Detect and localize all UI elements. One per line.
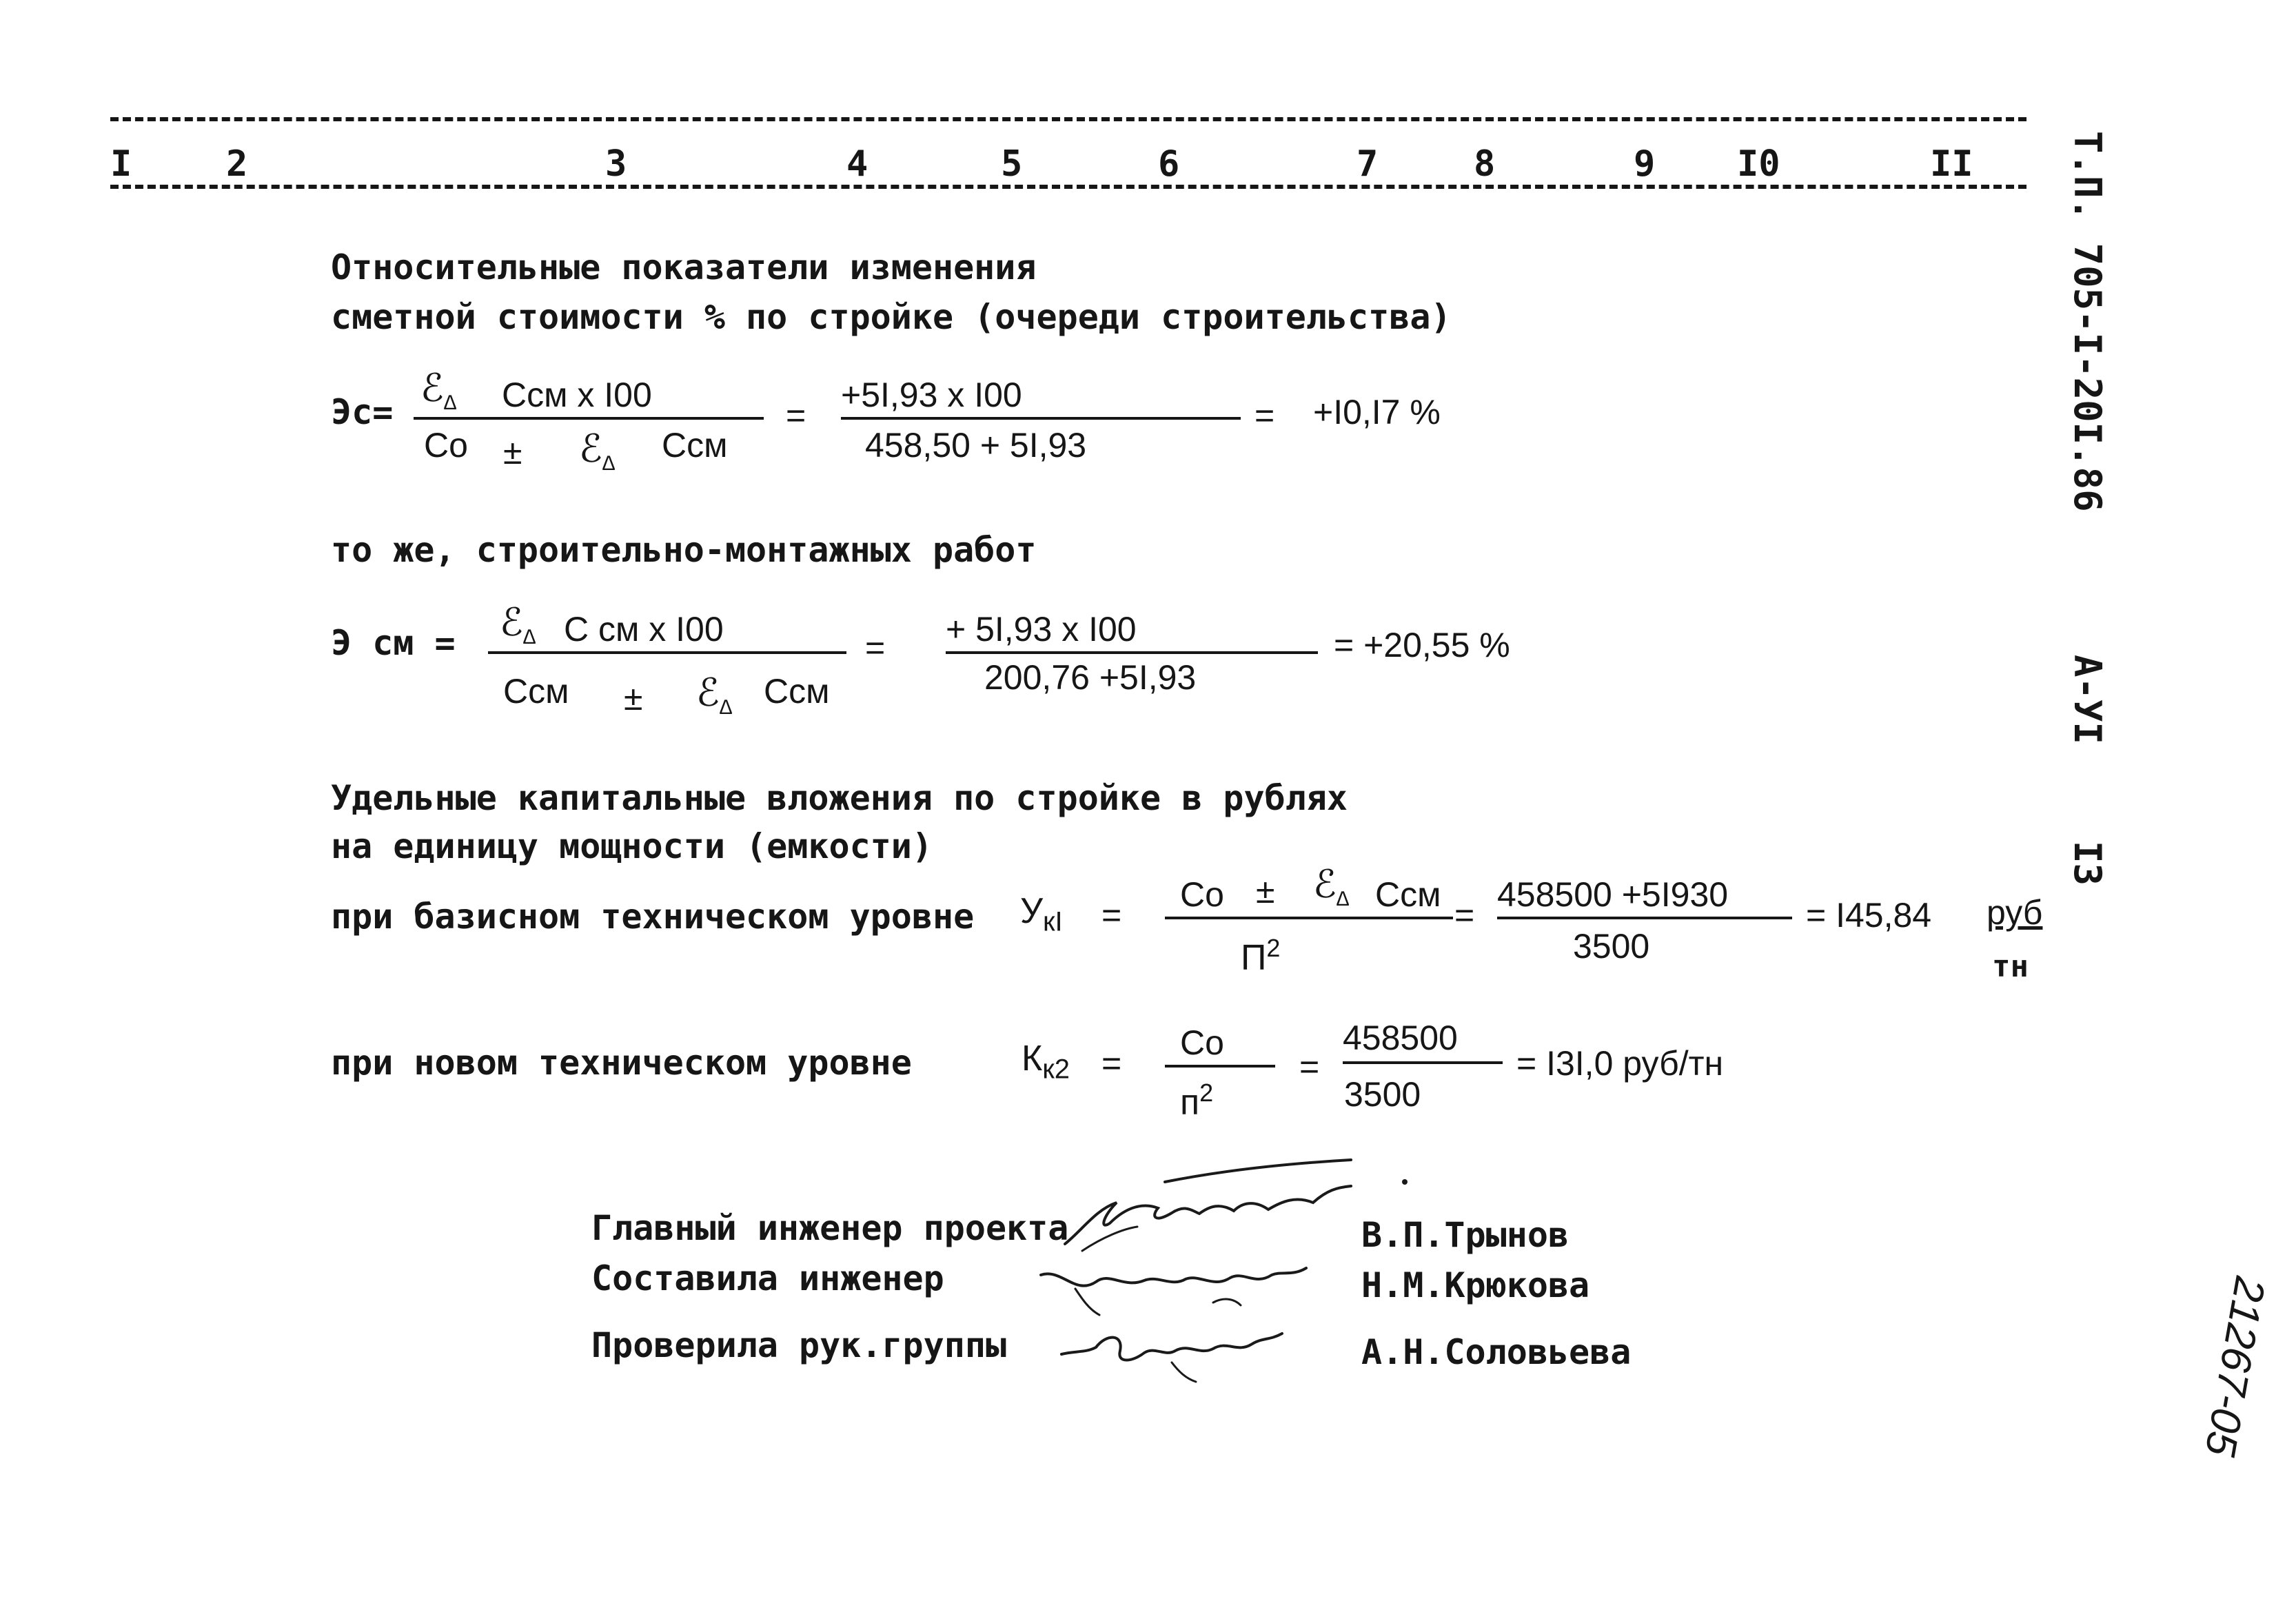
formula2-equals: =	[865, 629, 886, 667]
epsilon-symbol: ℰ$_\Delta$	[1313, 862, 1350, 911]
base-formula-numerator-ccm: Ссм	[1375, 875, 1441, 914]
base-formula-denominator-b: 3500	[1573, 927, 1650, 966]
document-code: Т.П. 705-I-20I.86	[2066, 131, 2109, 512]
formula2-denominator-a1: Ссм	[503, 672, 569, 711]
new-formula-equals-2: =	[1299, 1048, 1320, 1086]
formula1-lhs: Эс=	[331, 392, 394, 432]
signature-name-chief-engineer: В.П.Трынов	[1361, 1215, 1569, 1255]
header-dash-line-top	[110, 117, 2026, 121]
base-formula-equals: =	[1101, 896, 1122, 935]
handwritten-signature-2	[1034, 1247, 1323, 1323]
new-formula-denominator-b: 3500	[1344, 1075, 1421, 1114]
base-formula-equals-2: =	[1454, 896, 1475, 935]
base-formula-unit-top: руб	[1987, 893, 2043, 932]
section1-heading-line1: Относительные показатели изменения	[331, 247, 1037, 287]
formula2-numerator-a: С см х I00	[564, 610, 724, 649]
base-level-label: при базисном техническом уровне	[331, 897, 975, 937]
base-formula-numerator-b: 458500 +5I930	[1497, 875, 1729, 914]
new-formula-lhs: $К_{к2}$	[1022, 1039, 1070, 1085]
formula2-fraction-bar-b	[946, 651, 1318, 654]
column-number-6: 6	[1158, 143, 1180, 185]
epsilon-symbol: ℰ$_\Delta$	[500, 600, 536, 649]
new-formula-numerator-b: 458500	[1343, 1019, 1458, 1057]
base-formula-fraction-bar-a	[1165, 917, 1453, 919]
formula2-numerator-b: + 5I,93 х I00	[946, 610, 1137, 649]
column-number-4: 4	[846, 143, 868, 185]
new-formula-fraction-bar-b	[1343, 1061, 1503, 1064]
column-number-11: II	[1930, 143, 1973, 185]
column-number-2: 2	[226, 143, 248, 185]
formula2-denominator-b: 200,76 +5I,93	[984, 658, 1197, 697]
section2-heading: то же, строительно-монтажных работ	[331, 530, 1037, 570]
signature-name-checker: А.Н.Соловьева	[1361, 1332, 1632, 1372]
formula1-denominator-pm: ±	[503, 433, 522, 471]
formula1-result: +I0,I7 %	[1313, 393, 1441, 431]
formula2-denominator-a2: Ссм	[764, 672, 830, 711]
signature-name-compiler: Н.М.Крюкова	[1361, 1265, 1590, 1305]
base-formula-numerator-co: Со	[1180, 875, 1224, 914]
inventory-number: 21267-05	[2195, 1273, 2275, 1460]
epsilon-symbol: ℰ$_\Delta$	[420, 366, 457, 415]
column-number-10: I0	[1737, 143, 1780, 185]
column-number-3: 3	[605, 143, 627, 185]
new-level-label: при новом техническом уровне	[331, 1043, 912, 1083]
signature-role-checker: Проверила рук.группы	[591, 1325, 1007, 1365]
section1-heading-line2: сметной стоимости % по стройке (очереди строительства)	[331, 297, 1452, 337]
new-formula-numerator: Со	[1180, 1023, 1224, 1062]
section3-heading-line2: на единицу мощности (емкости)	[331, 826, 933, 866]
column-number-9: 9	[1634, 143, 1656, 185]
formula1-denominator-b: 458,50 + 5I,93	[865, 426, 1087, 464]
column-number-5: 5	[1001, 143, 1023, 185]
header-dash-line-bottom	[110, 185, 2026, 189]
column-number-8: 8	[1474, 143, 1496, 185]
base-formula-unit-bottom: тн	[1992, 949, 2029, 984]
epsilon-symbol: ℰ$_\Delta$	[579, 427, 616, 476]
formula1-numerator-b: +5I,93 х I00	[841, 376, 1022, 414]
base-formula-fraction-bar-b	[1497, 917, 1792, 919]
formula1-fraction-bar-a	[414, 417, 764, 420]
new-formula-equals: =	[1101, 1044, 1122, 1083]
base-formula-lhs: $У_{кI}$	[1020, 891, 1063, 937]
column-number-1: I	[110, 143, 132, 185]
formula1-equals: =	[786, 396, 806, 435]
handwritten-signature-3	[1055, 1313, 1317, 1396]
page-number: I3	[2066, 841, 2109, 886]
column-number-7: 7	[1357, 143, 1379, 185]
epsilon-symbol: ℰ$_\Delta$	[696, 671, 733, 719]
signature-role-chief-engineer: Главный инженер проекта	[591, 1208, 1069, 1248]
new-formula-denominator: $п^2$	[1180, 1079, 1214, 1123]
formula2-result: = +20,55 %	[1334, 626, 1510, 664]
album-number: А-УI	[2066, 655, 2109, 745]
formula2-lhs: Э см =	[331, 623, 456, 663]
base-formula-denominator: $П^2$	[1241, 934, 1281, 978]
formula1-numerator-a: Ссм х I00	[502, 376, 652, 414]
base-formula-result: = I45,84	[1806, 896, 1932, 935]
section3-heading-line1: Удельные капитальные вложения по стройке в рублях	[331, 778, 1348, 818]
formula2-denominator-pm: ±	[624, 679, 643, 717]
formula1-denominator-a2: Ссм	[662, 426, 728, 464]
new-formula-fraction-bar-a	[1165, 1065, 1275, 1068]
new-formula-result: = I3I,0 руб/тн	[1516, 1044, 1724, 1083]
formula1-equals-2: =	[1254, 396, 1275, 435]
formula1-fraction-bar-b	[841, 417, 1241, 420]
formula2-fraction-bar-a	[488, 651, 846, 654]
base-formula-numerator-pm: ±	[1256, 872, 1275, 910]
signature-role-compiler: Составила инженер	[591, 1258, 944, 1298]
formula1-denominator-a1: Со	[424, 426, 468, 464]
